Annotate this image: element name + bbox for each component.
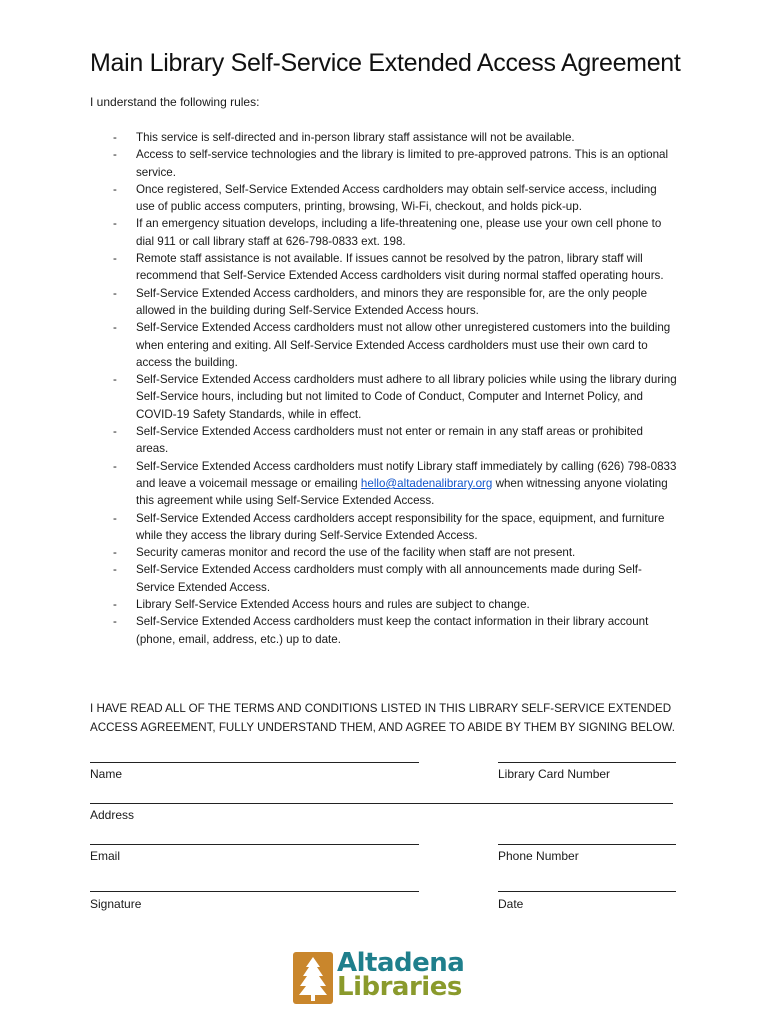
signature-label: Signature — [90, 897, 142, 911]
page-title: Main Library Self-Service Extended Access Agreement — [90, 49, 681, 77]
name-line[interactable] — [90, 762, 419, 763]
logo-text-altadena: Altadena — [337, 948, 465, 978]
list-item: - Self-Service Extended Access cardholders must notify Library staff immediately by calling (626) 798-0833 and leave a voicemail message or emailing hello@altadenalibrary.org when witnessing anyone violating this agreement while using Self-Service Extended Access. — [113, 459, 677, 508]
tree-logo-icon — [293, 952, 333, 1004]
list-item: - Remote staff assistance is not available. If issues cannot be resolved by the patron, library staff will recommend that Self-Service Extended Access cardholders visit during normal staffed operating hours. — [113, 252, 664, 283]
email-link[interactable]: hello@altadenalibrary.org — [360, 476, 493, 490]
list-item: - If an emergency situation develops, including a life-threatening one, please use your own cell phone to dial 911 or call library staff at 626-798-0833 ext. 198. — [113, 217, 662, 248]
name-label: Name — [90, 767, 123, 781]
list-item: - Security cameras monitor and record the use of the facility when staff are not present. — [113, 546, 576, 560]
date-line[interactable] — [498, 891, 676, 892]
list-item: - Once registered, Self-Service Extended Access cardholders may obtain self-service access, including use of public access computers, printing, browsing, Wi-Fi, checkout, and holds pick-up. — [113, 182, 657, 214]
address-line[interactable] — [90, 803, 673, 804]
address-label: Address — [90, 808, 135, 822]
phone-label: Phone Number — [498, 849, 579, 863]
list-item: - Self-Service Extended Access cardholders accept responsibility for the space, equipment, and furniture while they access the library during Self-Service Extended Access. — [113, 511, 665, 542]
list-item: - Self-Service Extended Access cardholders must keep the contact information in their library account (phone, email, address, etc.) up to date. — [113, 615, 649, 646]
signature-line[interactable] — [90, 891, 419, 892]
logo-text-libraries: Libraries — [337, 972, 462, 1002]
list-item: - Self-Service Extended Access cardholders, and minors they are responsible for, are the only people allowed in the building during Self-Service Extended Access hours. — [113, 286, 648, 317]
email-line[interactable] — [90, 844, 419, 845]
altadena-libraries-logo — [293, 948, 483, 1006]
acknowledgement-text: I HAVE READ ALL OF THE TERMS AND CONDITIONS LISTED IN THIS LIBRARY SELF-SERVICE EXTENDED ACCESS AGREEMENT, FULLY UNDERSTAND THEM, AND AGREE TO ABIDE BY THEM BY SIGNING BELOW. — [90, 702, 675, 734]
list-item: - Access to self-service technologies and the library is limited to pre-approved patrons. This is an optional service. — [113, 148, 669, 179]
list-item: - Library Self-Service Extended Access hours and rules are subject to change. — [113, 598, 530, 612]
date-label: Date — [498, 897, 524, 911]
intro-text: I understand the following rules: — [90, 95, 260, 109]
list-item: - Self-Service Extended Access cardholders must comply with all announcements made during Self-Service Extended Access. — [113, 563, 642, 594]
email-label: Email — [90, 849, 121, 863]
phone-line[interactable] — [498, 844, 676, 845]
rules-list — [113, 129, 678, 648]
list-item: - Self-Service Extended Access cardholders must not enter or remain in any staff areas or prohibited areas. — [113, 425, 643, 456]
list-item: - Self-Service Extended Access cardholders must adhere to all library policies while using the library during Self-Service hours, including but not limited to Code of Conduct, Computer and Internet Policy, and COVID-19 Safety Standards, while in effect. — [113, 373, 677, 421]
card-number-label: Library Card Number — [498, 767, 611, 781]
list-item: - Self-Service Extended Access cardholders must not allow other unregistered customers into the building when entering and exiting. All Self-Service Extended Access cardholders must use their own card to access the building. — [113, 321, 671, 369]
card-number-line[interactable] — [498, 762, 676, 763]
list-item: - This service is self-directed and in-person library staff assistance will not be available. — [113, 131, 575, 144]
